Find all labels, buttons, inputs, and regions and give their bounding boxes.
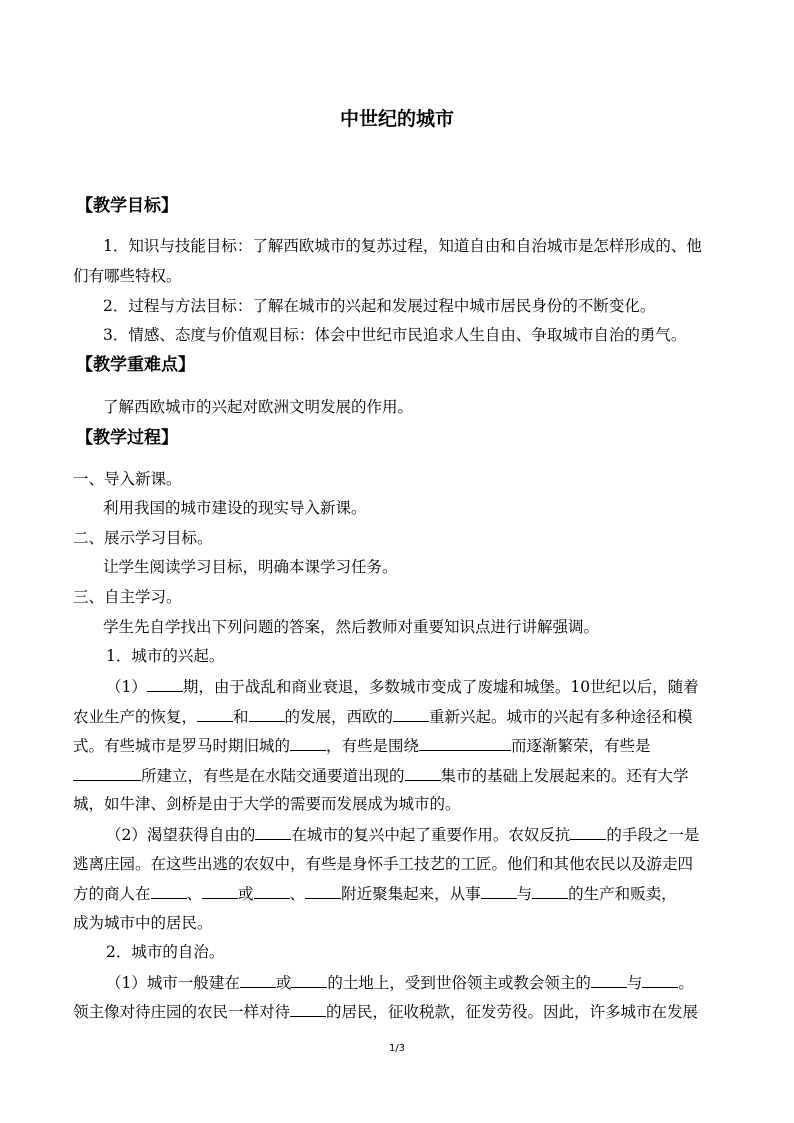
fill-blank[interactable] (254, 883, 290, 899)
p2-line-3 (73, 883, 723, 904)
fill-blank[interactable] (591, 972, 627, 988)
p3-text: 的土地上，受到世俗领主或教会领主的 (327, 974, 591, 992)
p2-line-4: 成为城市中的居民。 (73, 914, 213, 932)
process-heading: 【教学过程】 (76, 428, 178, 448)
p2-line-2: 逃离庄园。在这些出逃的农奴中，有些是身怀手工技艺的工匠。他们和其他农民以及游走四 (73, 855, 694, 873)
p2-text: 、 (186, 885, 203, 903)
p2-text: 附近聚集起来，从事 (341, 885, 481, 903)
p1-text: 农业生产的恢复， (73, 708, 198, 726)
objective-1-line-1: 1．知识与技能目标：了解西欧城市的复苏过程，知道自由和自治城市是怎样形成的、他 (103, 237, 702, 255)
p3-text: 。 (678, 974, 694, 992)
objective-1-line-2: 们有哪些特权。 (73, 267, 182, 285)
p2-line-1 (106, 824, 756, 845)
p3-line-1 (106, 972, 756, 993)
section-3-text: 学生先自学找出下列问题的答案，然后教师对重要知识点进行讲解强调。 (103, 618, 600, 636)
p2-text: 与 (516, 885, 533, 903)
fill-blank[interactable] (197, 706, 233, 722)
p2-text: 方的商人在 (73, 885, 151, 903)
section-1-title: 一、导入新课。 (73, 470, 182, 488)
objective-2: 2．过程与方法目标：了解在城市的兴起和发展过程中城市居民身份的不断变化。 (103, 297, 656, 315)
subsection-1-title: 1．城市的兴起。 (106, 647, 225, 665)
fill-blank[interactable] (147, 676, 183, 692)
fill-blank[interactable] (305, 883, 341, 899)
p3-text: 与 (626, 974, 643, 992)
fill-blank[interactable] (570, 824, 606, 840)
p1-text: 重新兴起。城市的兴起有多种途径和模 (429, 708, 693, 726)
p3-text: （1）城市一般建在 (106, 974, 240, 992)
objective-3: 3．情感、态度与价值观目标：体会中世纪市民追求人生自由、争取城市自治的勇气。 (103, 326, 687, 344)
section-3-title: 三、自主学习。 (73, 588, 182, 606)
fill-blank[interactable] (249, 706, 285, 722)
objectives-heading: 【教学目标】 (76, 196, 178, 216)
fill-blank[interactable] (73, 765, 141, 781)
section-2-title: 二、展示学习目标。 (73, 529, 213, 547)
fill-blank[interactable] (532, 883, 568, 899)
fill-blank[interactable] (151, 883, 187, 899)
p2-text: 或 (238, 885, 254, 903)
p2-text: 的生产和贩卖， (568, 885, 677, 903)
fill-blank[interactable] (202, 883, 238, 899)
p3-text: 的居民，征收税款，征发劳役。因此，许多城市在发展 (326, 1003, 699, 1021)
p2-text: 的手段之一是 (606, 826, 700, 844)
p1-text: 期，由于战乱和商业衰退，多数城市变成了废墟和城堡。10世纪以后，随着 (182, 678, 699, 696)
p2-text: （2）渴望获得自由的 (106, 826, 256, 844)
fill-blank[interactable] (291, 972, 327, 988)
fill-blank[interactable] (405, 765, 441, 781)
fill-blank[interactable] (255, 824, 291, 840)
p3-text: 或 (275, 974, 292, 992)
fill-blank[interactable] (240, 972, 276, 988)
page-title: 中世纪的城市 (339, 108, 454, 130)
p1-line-4 (73, 765, 723, 786)
p1-text: （1） (106, 678, 147, 696)
section-2-text: 让学生阅读学习目标，明确本课学习任务。 (103, 558, 398, 576)
p1-text: 式。有些城市是罗马时期旧城的 (73, 737, 291, 755)
p1-text: 和 (233, 708, 249, 726)
keypoints-heading: 【教学重难点】 (76, 355, 195, 375)
p2-text: 、 (289, 885, 306, 903)
p1-line-3 (73, 735, 723, 756)
fill-blank[interactable] (419, 735, 511, 751)
fill-blank[interactable] (290, 735, 326, 751)
fill-blank[interactable] (481, 883, 517, 899)
p1-text: 集市的基础上发展起来的。还有大学 (440, 767, 689, 785)
p3-text: 领主像对待庄园的农民一样对待 (73, 1003, 291, 1021)
subsection-2-title: 2．城市的自治。 (106, 943, 225, 961)
p2-text: 在城市的复兴中起了重要作用。农奴反抗 (291, 826, 571, 844)
p1-text: 所建立，有些是在水陆交通要道出现的 (141, 767, 405, 785)
p1-line-1 (106, 676, 756, 697)
fill-blank[interactable] (393, 706, 429, 722)
fill-blank[interactable] (642, 972, 678, 988)
fill-blank[interactable] (290, 1001, 326, 1017)
p1-text: 的发展，西欧的 (284, 708, 394, 726)
keypoints-text: 了解西欧城市的兴起对欧洲文明发展的作用。 (103, 398, 414, 416)
page-number: 1/3 (388, 1043, 406, 1054)
p3-line-2 (73, 1001, 723, 1022)
p1-text: ，有些是围绕 (326, 737, 420, 755)
section-1-text: 利用我国的城市建设的现实导入新课。 (103, 499, 367, 517)
p1-line-2 (73, 706, 723, 727)
p1-text: 而逐渐繁荣，有些是 (511, 737, 651, 755)
p1-line-5: 城，如牛津、剑桥是由于大学的需要而发展成为城市的。 (73, 795, 461, 813)
